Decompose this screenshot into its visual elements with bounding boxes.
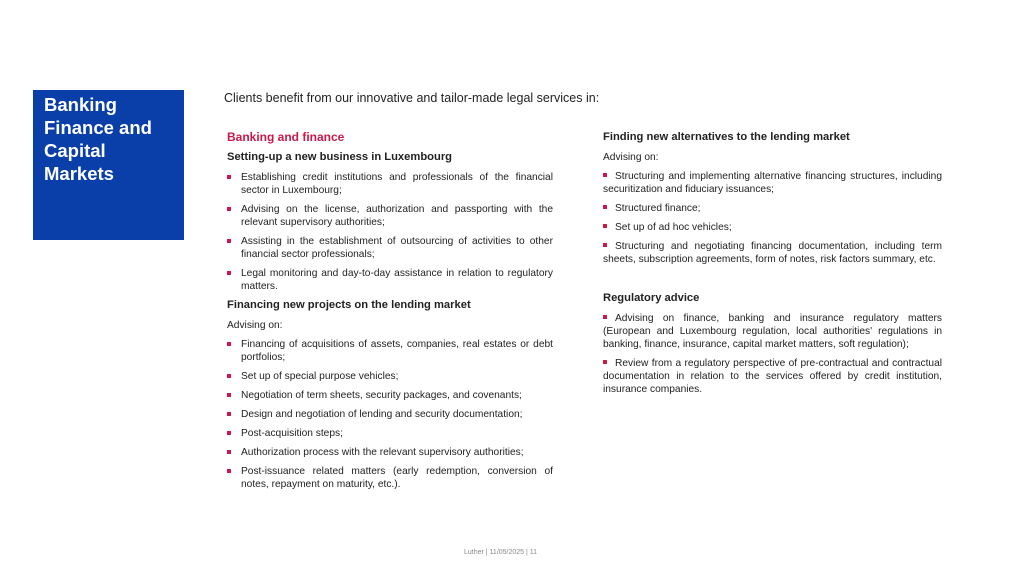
- list-item: Review from a regulatory perspective of pre-contractual and contractual documentation in relation to the services offered by credit institution, insurance companies.: [603, 358, 942, 395]
- bullet-square-icon: [603, 173, 607, 177]
- advising-on-label: Advising on:: [603, 152, 659, 163]
- list-item: Structuring and negotiating financing documentation, including term sheets, subscription agreements, form of notes, risk factors summary, etc.: [603, 241, 942, 265]
- bullet-square-icon: [603, 243, 607, 247]
- regulatory-advice-list: [603, 312, 942, 396]
- bullet-square-icon: [227, 450, 231, 454]
- bullet-square-icon: [227, 175, 231, 179]
- list-item: Financing of acquisitions of assets, companies, real estates or debt portfolios;: [227, 338, 553, 364]
- bullet-square-icon: [227, 469, 231, 473]
- list-item: Set up of ad hoc vehicles;: [603, 221, 942, 234]
- bullet-square-icon: [603, 205, 607, 209]
- bullet-square-icon: [227, 207, 231, 211]
- list-item: Advising on finance, banking and insurance regulatory matters (European and Luxembourg regulation, local authorities' regulations in banking, finance, insurance, capital market matters, soft regulation);: [603, 313, 942, 350]
- list-item: Design and negotiation of lending and security documentation;: [227, 408, 553, 421]
- bullet-square-icon: [227, 342, 231, 346]
- list-item: Authorization process with the relevant supervisory authorities;: [227, 446, 553, 459]
- footer-text: Luther | 11/05/2025 | 11: [464, 549, 538, 556]
- bullet-square-icon: [227, 412, 231, 416]
- advising-on-label: Advising on:: [227, 320, 283, 331]
- bullet-square-icon: [227, 431, 231, 435]
- setting-up-heading: Setting-up a new business in Luxembourg: [227, 151, 453, 163]
- intro-text: Clients benefit from our innovative and tailor-made legal services in:: [224, 91, 600, 105]
- list-item: Structuring and implementing alternative financing structures, including securitization and fiduciary issuances;: [603, 171, 942, 195]
- bullet-square-icon: [227, 239, 231, 243]
- lending-alternatives-heading: Finding new alternatives to the lending market: [603, 131, 850, 143]
- list-item: Advising on the license, authorization and passporting with the relevant supervisory authorities;: [227, 203, 553, 229]
- lending-alternatives-list: [603, 170, 942, 266]
- list-item: Set up of special purpose vehicles;: [227, 370, 553, 383]
- financing-projects-heading: Financing new projects on the lending market: [227, 299, 471, 311]
- bullet-square-icon: [227, 271, 231, 275]
- list-item: Structured finance;: [603, 202, 942, 215]
- bullet-square-icon: [603, 315, 607, 319]
- list-item: Establishing credit institutions and professionals of the financial sector in Luxembourg;: [227, 171, 553, 197]
- banking-finance-heading: Banking and finance: [227, 130, 345, 144]
- setting-up-list: [227, 171, 553, 293]
- left-column: [227, 131, 553, 497]
- bullet-square-icon: [227, 374, 231, 378]
- bullet-square-icon: [227, 393, 231, 397]
- list-item: Post-issuance related matters (early redemption, conversion of notes, repayment on maturity, etc.).: [227, 465, 553, 491]
- regulatory-advice-heading: Regulatory advice: [603, 292, 700, 304]
- list-item: Assisting in the establishment of outsourcing of activities to other financial sector professionals;: [227, 235, 553, 261]
- financing-projects-list: [227, 338, 553, 491]
- right-column: [603, 131, 942, 402]
- sidebar-title: Banking Finance and Capital Markets: [44, 94, 152, 184]
- bullet-square-icon: [603, 224, 607, 228]
- list-item: Negotiation of term sheets, security packages, and covenants;: [227, 389, 553, 402]
- list-item: Post-acquisition steps;: [227, 427, 553, 440]
- sidebar-title-box: [33, 90, 184, 240]
- list-item: Legal monitoring and day-to-day assistance in relation to regulatory matters.: [227, 267, 553, 293]
- bullet-square-icon: [603, 360, 607, 364]
